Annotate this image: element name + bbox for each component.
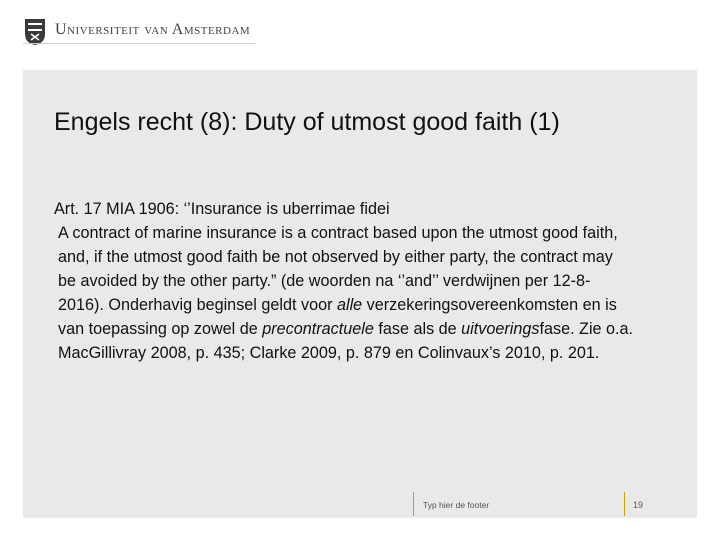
emphasis-uitvoerings: uitvoerings [461,320,540,338]
emphasis-precontractuele: precontractuele [262,320,374,338]
quote-text: A contract of marine insurance is a contract based upon the utmost good faith, and, if the utmost good faith be not observed by either party, the contract may be avoided by the other party.” (de woorden na ‘’and’’ verdwijnen per 12-8-2016). Onderhavig beginsel geldt voor [58,224,618,314]
article-heading: Art. 17 MIA 1906: ‘’Insurance is uberrimae fidei [54,200,390,218]
body-segment-4: fase. Zie o.a. MacGillivray 2008, p. 435; Clarke 2009, p. 879 en Colinvaux’s 2010, p. 201. [58,320,634,362]
slide-title: Engels recht (8): Duty of utmost good faith (1) [54,108,560,136]
header-bar [0,0,720,60]
body-segment-3: fase als de [373,320,462,338]
university-crest-icon [24,18,46,46]
emphasis-alle: alle [336,296,363,314]
page-number: 19 [633,500,644,510]
body-segment-2: verzekeringsovereenkomsten en is van toepassing op zowel de [58,296,617,338]
footer-divider-right [624,492,625,516]
slide-body [54,197,634,365]
university-name: Universiteit van Amsterdam [55,21,251,38]
footer-divider-left [413,492,414,516]
footer-text: Typ hier de footer [423,500,490,510]
body-paragraph [54,221,634,365]
header-divider [23,43,255,44]
